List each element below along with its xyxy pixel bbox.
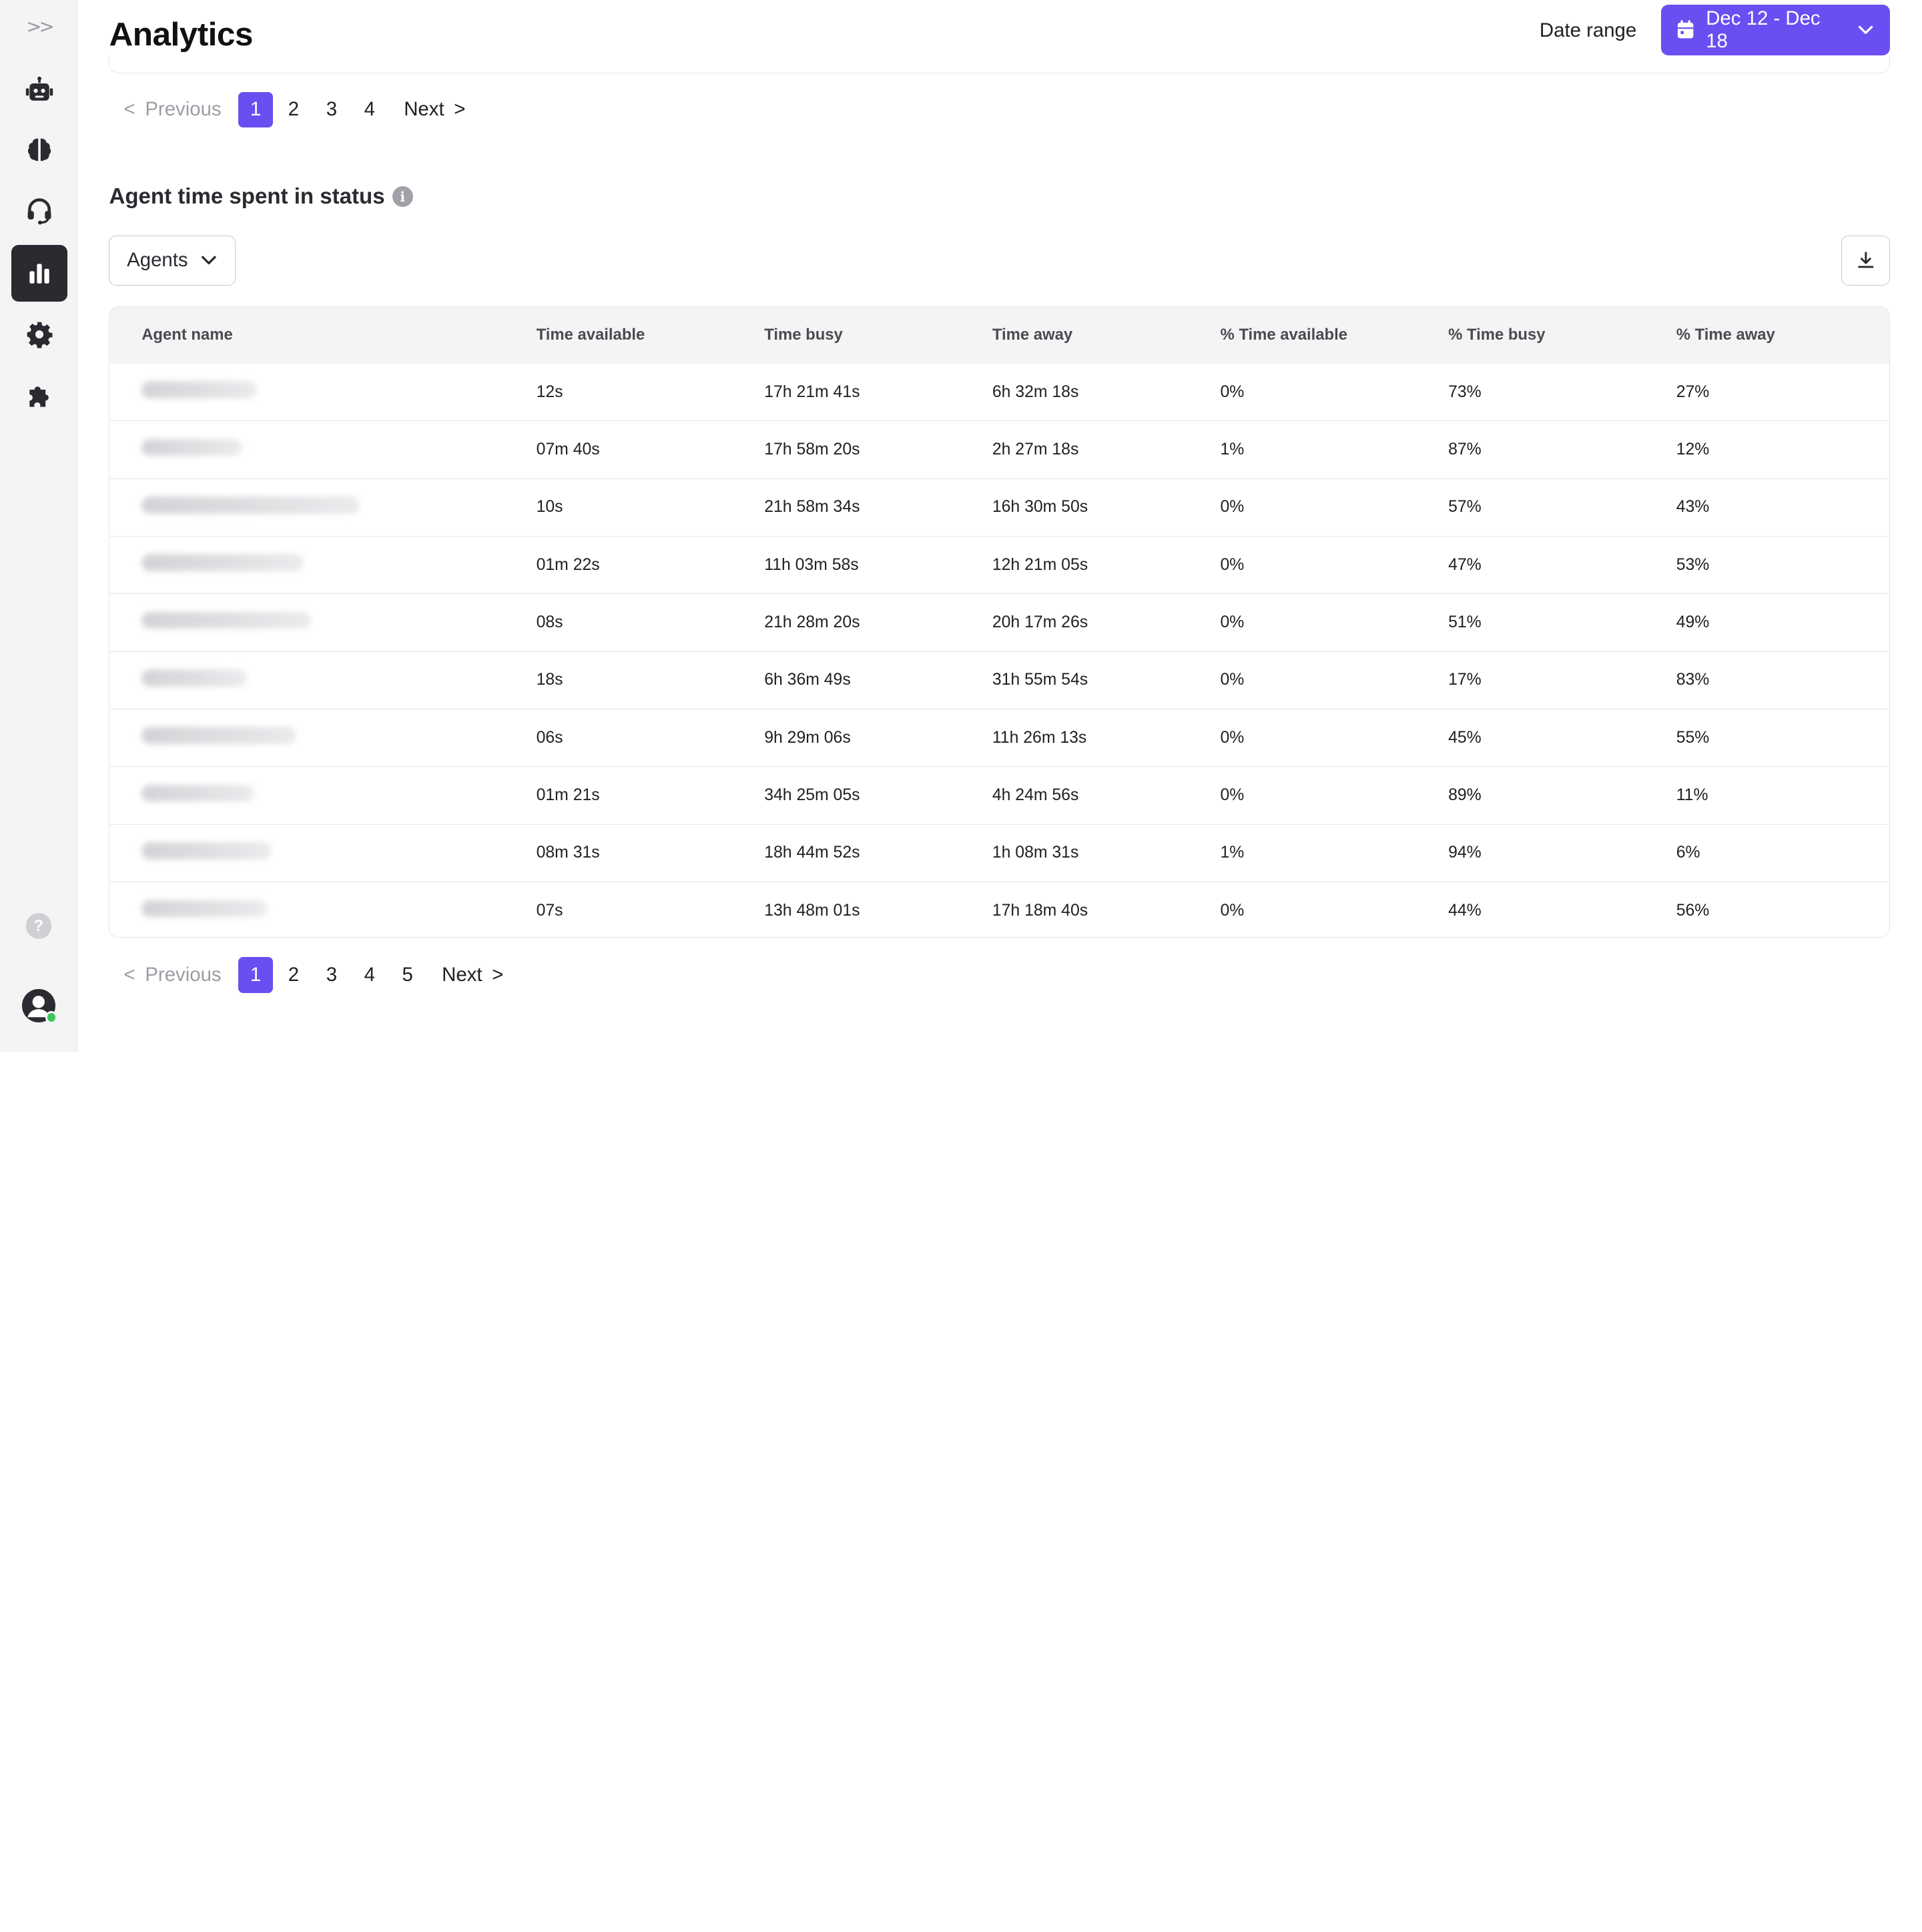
cell-time-away: 20h 17m 26s bbox=[992, 613, 1088, 632]
cell-pct-time-available: 0% bbox=[1220, 728, 1245, 747]
cell-agent-name bbox=[109, 421, 536, 478]
cell-time-busy: 21h 28m 20s bbox=[764, 613, 860, 632]
cell-time-away: 31h 55m 54s bbox=[992, 671, 1088, 689]
sidebar-item-support[interactable] bbox=[11, 183, 67, 239]
cell-agent-name bbox=[109, 882, 536, 938]
cell-time-busy: 17h 21m 41s bbox=[764, 382, 860, 401]
table-row bbox=[109, 709, 1889, 767]
column-header-time-available[interactable]: Time available bbox=[536, 326, 645, 344]
chevron-down-icon bbox=[200, 252, 218, 269]
cell-time-away: 17h 18m 40s bbox=[992, 901, 1088, 920]
cell-time-available: 01m 22s bbox=[536, 555, 600, 574]
cell-pct-time-busy: 44% bbox=[1448, 901, 1482, 920]
cell-time-busy: 13h 48m 01s bbox=[764, 901, 860, 920]
cell-time-away: 11h 26m 13s bbox=[992, 728, 1087, 747]
cell-time-away: 4h 24m 56s bbox=[992, 786, 1079, 804]
page-button-current[interactable]: 1 bbox=[238, 957, 272, 992]
sidebar-item-bots[interactable] bbox=[11, 63, 67, 119]
cell-time-available: 07s bbox=[536, 901, 563, 920]
page-title: Analytics bbox=[109, 15, 253, 53]
date-range-button[interactable] bbox=[1661, 5, 1890, 55]
next-page-button[interactable]: Next > bbox=[442, 964, 504, 986]
cell-time-busy: 34h 25m 05s bbox=[764, 786, 860, 804]
help-icon[interactable]: ? bbox=[26, 913, 52, 939]
redacted-agent-name bbox=[141, 612, 310, 629]
cell-time-away: 2h 27m 18s bbox=[992, 440, 1079, 459]
cell-pct-time-available: 0% bbox=[1220, 382, 1245, 401]
cell-time-away: 16h 30m 50s bbox=[992, 498, 1088, 517]
cell-pct-time-away: 12% bbox=[1676, 440, 1710, 459]
brain-icon bbox=[25, 135, 54, 164]
cell-pct-time-away: 55% bbox=[1676, 728, 1710, 747]
cell-time-available: 18s bbox=[536, 671, 563, 689]
cell-time-available: 08s bbox=[536, 613, 563, 632]
sidebar bbox=[0, 0, 77, 1052]
cell-time-away: 1h 08m 31s bbox=[992, 844, 1079, 862]
robot-icon bbox=[25, 76, 54, 105]
section-title: Agent time spent in status i bbox=[109, 184, 412, 210]
page-button[interactable]: 2 bbox=[288, 964, 300, 986]
info-icon[interactable]: i bbox=[392, 186, 413, 207]
sidebar-item-analytics[interactable] bbox=[11, 245, 67, 301]
redacted-agent-name bbox=[141, 439, 242, 456]
date-range-label: Date range bbox=[1539, 19, 1637, 42]
expand-sidebar-icon[interactable]: >> bbox=[26, 16, 53, 38]
column-header-time-away[interactable]: Time away bbox=[992, 326, 1073, 344]
cell-pct-time-busy: 45% bbox=[1448, 728, 1482, 747]
cell-pct-time-away: 53% bbox=[1676, 555, 1710, 574]
page-button[interactable]: 5 bbox=[402, 964, 413, 986]
table-row bbox=[109, 478, 1889, 536]
page-button[interactable]: 2 bbox=[288, 98, 300, 121]
previous-page-button[interactable]: < Previous bbox=[123, 964, 222, 986]
redacted-agent-name bbox=[141, 842, 272, 860]
table-row bbox=[109, 421, 1889, 478]
table-row bbox=[109, 824, 1889, 882]
redacted-agent-name bbox=[141, 381, 257, 398]
cell-pct-time-away: 49% bbox=[1676, 613, 1710, 632]
cell-pct-time-away: 43% bbox=[1676, 498, 1710, 517]
table-row bbox=[109, 767, 1889, 824]
sidebar-item-settings[interactable] bbox=[11, 306, 67, 362]
cell-time-available: 01m 21s bbox=[536, 786, 600, 804]
previous-page-button[interactable]: < Previous bbox=[123, 98, 222, 121]
page-button[interactable]: 4 bbox=[364, 98, 375, 121]
pagination-bottom bbox=[117, 957, 503, 992]
online-status-dot bbox=[45, 1011, 57, 1023]
cell-time-available: 08m 31s bbox=[536, 844, 600, 862]
page-button-current[interactable]: 1 bbox=[238, 92, 272, 127]
cell-agent-name bbox=[109, 537, 536, 594]
cell-time-busy: 9h 29m 06s bbox=[764, 728, 851, 747]
cell-pct-time-away: 11% bbox=[1676, 786, 1708, 804]
download-icon bbox=[1857, 252, 1875, 269]
cell-pct-time-busy: 89% bbox=[1448, 786, 1482, 804]
agents-filter-label: Agents bbox=[127, 249, 188, 272]
cell-pct-time-available: 0% bbox=[1220, 498, 1245, 517]
sidebar-item-knowledge[interactable] bbox=[11, 121, 67, 178]
cell-agent-name bbox=[109, 824, 536, 882]
calendar-icon bbox=[1677, 20, 1694, 39]
cell-time-busy: 6h 36m 49s bbox=[764, 671, 851, 689]
sidebar-item-integrations[interactable] bbox=[11, 368, 67, 424]
page-button[interactable]: 4 bbox=[364, 964, 375, 986]
table-row bbox=[109, 594, 1889, 651]
cell-pct-time-busy: 57% bbox=[1448, 498, 1482, 517]
table-row bbox=[109, 651, 1889, 709]
cell-pct-time-busy: 73% bbox=[1448, 382, 1482, 401]
page-button[interactable]: 3 bbox=[326, 98, 338, 121]
cell-time-available: 06s bbox=[536, 728, 563, 747]
page-button[interactable]: 3 bbox=[326, 964, 338, 986]
cell-pct-time-busy: 87% bbox=[1448, 440, 1482, 459]
cell-pct-time-away: 6% bbox=[1676, 844, 1700, 862]
cell-time-busy: 21h 58m 34s bbox=[764, 498, 860, 517]
date-range-value: Dec 12 - Dec 18 bbox=[1706, 7, 1821, 52]
cell-time-away: 12h 21m 05s bbox=[992, 555, 1088, 574]
cell-agent-name bbox=[109, 478, 536, 536]
cell-pct-time-available: 0% bbox=[1220, 671, 1245, 689]
chevron-down-icon bbox=[1857, 21, 1874, 39]
gear-icon bbox=[25, 320, 54, 349]
cell-agent-name bbox=[109, 709, 536, 767]
agent-status-table bbox=[109, 306, 1890, 938]
bar-chart-icon bbox=[25, 259, 54, 288]
cell-pct-time-available: 0% bbox=[1220, 786, 1245, 804]
cell-time-available: 07m 40s bbox=[536, 440, 600, 459]
cell-time-busy: 17h 58m 20s bbox=[764, 440, 860, 459]
redacted-agent-name bbox=[141, 497, 360, 514]
cell-time-available: 12s bbox=[536, 382, 563, 401]
next-page-button[interactable]: Next > bbox=[404, 98, 466, 121]
redacted-agent-name bbox=[141, 554, 303, 571]
column-header-pct-time-busy[interactable]: % Time busy bbox=[1448, 326, 1546, 344]
cell-agent-name bbox=[109, 651, 536, 709]
column-header-time-busy[interactable]: Time busy bbox=[764, 326, 843, 344]
headset-icon bbox=[25, 196, 54, 226]
table-body bbox=[109, 364, 1889, 938]
cell-time-available: 10s bbox=[536, 498, 563, 517]
cell-pct-time-available: 1% bbox=[1220, 844, 1245, 862]
cell-pct-time-busy: 94% bbox=[1448, 844, 1482, 862]
cell-pct-time-available: 0% bbox=[1220, 613, 1245, 632]
cell-agent-name bbox=[109, 364, 536, 421]
cell-pct-time-away: 56% bbox=[1676, 901, 1710, 920]
cell-pct-time-busy: 47% bbox=[1448, 555, 1482, 574]
table-row bbox=[109, 364, 1889, 421]
cell-pct-time-available: 0% bbox=[1220, 555, 1245, 574]
column-header-pct-time-available[interactable]: % Time available bbox=[1220, 326, 1348, 344]
cell-pct-time-available: 0% bbox=[1220, 901, 1245, 920]
cell-pct-time-busy: 17% bbox=[1448, 671, 1482, 689]
puzzle-icon bbox=[25, 381, 54, 410]
redacted-agent-name bbox=[141, 900, 266, 918]
table-row bbox=[109, 537, 1889, 594]
redacted-agent-name bbox=[141, 785, 254, 802]
column-header-pct-time-away[interactable]: % Time away bbox=[1676, 326, 1775, 344]
user-avatar[interactable] bbox=[22, 989, 55, 1022]
agents-filter-select[interactable] bbox=[109, 236, 235, 286]
table-row bbox=[109, 882, 1889, 938]
cell-pct-time-away: 27% bbox=[1676, 382, 1710, 401]
table-header-row bbox=[109, 307, 1889, 363]
previous-section-edge bbox=[109, 55, 1890, 74]
cell-pct-time-away: 83% bbox=[1676, 671, 1710, 689]
cell-agent-name bbox=[109, 767, 536, 824]
redacted-agent-name bbox=[141, 669, 247, 687]
cell-time-busy: 11h 03m 58s bbox=[764, 555, 859, 574]
cell-time-away: 6h 32m 18s bbox=[992, 382, 1079, 401]
download-button[interactable] bbox=[1841, 236, 1890, 286]
pagination-top bbox=[117, 92, 465, 127]
cell-pct-time-available: 1% bbox=[1220, 440, 1245, 459]
redacted-agent-name bbox=[141, 727, 296, 744]
cell-time-busy: 18h 44m 52s bbox=[764, 844, 860, 862]
cell-agent-name bbox=[109, 594, 536, 651]
column-header-agent-name[interactable]: Agent name bbox=[141, 326, 233, 344]
cell-pct-time-busy: 51% bbox=[1448, 613, 1482, 632]
